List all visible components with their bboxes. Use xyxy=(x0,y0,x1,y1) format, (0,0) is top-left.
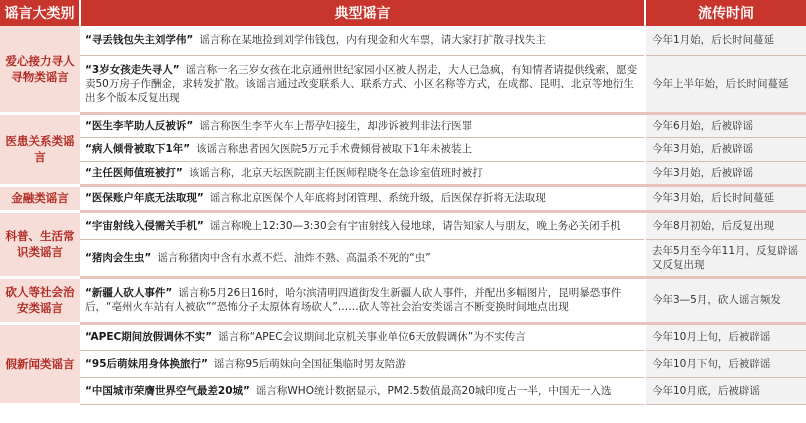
rumor-title: “寻丢钱包失主刘学伟” xyxy=(85,34,194,47)
rumor-cell xyxy=(80,377,645,404)
rumor-desc: 该谣言称，北京天坛医院副主任医师程晓冬在急诊室值班时被打 xyxy=(188,166,483,179)
rumor-title: “3岁女孩走失寻人” xyxy=(85,63,180,76)
header-time: 流传时间 xyxy=(645,0,806,26)
time-cell: 今年10月底，后被辟谣 xyxy=(645,377,806,404)
table-row xyxy=(0,137,806,161)
table-row xyxy=(0,185,806,211)
table-row xyxy=(0,239,806,277)
category-cell: 金融类谣言 xyxy=(0,185,80,211)
table-row xyxy=(0,26,806,55)
rumor-desc: 谣言称95后萌妹向全国征集临时男友陪游 xyxy=(213,357,406,370)
rumor-title: “主任医师值班被打” xyxy=(85,166,183,179)
time-cell: 今年上半年始，后长时间蔓延 xyxy=(645,55,806,113)
rumor-cell xyxy=(80,113,645,137)
table-row xyxy=(0,377,806,404)
table-row xyxy=(0,277,806,323)
rumor-desc: 谣言称猪肉中含有水煮不烂、油炸不熟、高温杀不死的“虫” xyxy=(157,251,431,264)
category-cell: 假新闻类谣言 xyxy=(0,323,80,404)
table-row xyxy=(0,113,806,137)
time-cell: 今年8月初始，后反复出现 xyxy=(645,211,806,239)
rumor-desc: 谣言称一名三岁女孩在北京通州世纪家园小区被人拐走，大人已急疯，有知情者请提供线索，愿变卖50万房子作酬金，求转发扩散。该谣言通过改变联系人、联系方式、小区名称等方式，在成都、昆明、北京等地衍生出多个版本反复出现 xyxy=(85,63,638,104)
rumor-desc: 该谣言称患者因欠医院5万元手术费倾骨被取下1年未被装上 xyxy=(196,143,472,155)
time-cell: 今年6月始，后被辟谣 xyxy=(645,113,806,137)
table-row xyxy=(0,350,806,377)
time-cell: 今年3月始，后长时间蔓延 xyxy=(645,185,806,211)
rumor-desc: 谣言称WHO统计数据显示，PM2.5数值最高20城印度占一半，中国无一入选 xyxy=(255,384,612,397)
table-row xyxy=(0,211,806,239)
rumor-cell xyxy=(80,239,645,277)
rumor-cell xyxy=(80,161,645,185)
table-row xyxy=(0,55,806,113)
rumor-title: “宇宙射线入侵需关手机” xyxy=(85,219,204,232)
category-cell: 医患关系类谣言 xyxy=(0,113,80,185)
table-row xyxy=(0,161,806,185)
time-cell: 去年5月至今年11月，反复辟谣又反复出现 xyxy=(645,239,806,277)
category-cell: 科普、生活常识类谣言 xyxy=(0,211,80,277)
rumor-desc: 谣言称晚上12:30—3:30会有宇宙射线入侵地球，请告知家人与朋友，晚上务必关闭手机 xyxy=(209,219,621,232)
rumor-title: “新疆人砍人事件” xyxy=(85,287,173,299)
rumor-title: “APEC期间放假调休不实” xyxy=(85,331,213,343)
category-cell: 砍人等社会治安类谣言 xyxy=(0,277,80,323)
rumor-cell xyxy=(80,350,645,377)
time-cell: 今年10月下旬，后被辟谣 xyxy=(645,350,806,377)
rumor-cell xyxy=(80,277,645,323)
rumor-cell xyxy=(80,26,645,55)
rumor-title: “中国城市荣膺世界空气最差20城” xyxy=(85,384,250,397)
rumor-desc: 谣言称5月26日16时，哈尔滨清明四道街发生新疆人砍人事件，并配出多幅图片，昆明暴恐事件后，“亳州火车站有人被砍”“恐怖分子太原体育场砍人”……砍人等社会治安类谣言不断变换时间地点出现 xyxy=(85,287,622,313)
rumor-title: “医生李芊助人反被诉” xyxy=(85,119,194,132)
rumor-desc: 谣言称北京医保个人年底将封闭管理、系统升级，后医保存折将无法取现 xyxy=(209,192,546,204)
rumor-desc: 谣言称在某地捡到刘学伟钱包，内有现金和火车票，请大家打扩散寻找失主 xyxy=(199,34,546,47)
table-header-row xyxy=(0,0,806,26)
rumor-title: “医保账户年底无法取现” xyxy=(85,192,204,204)
rumor-title: “95后萌妹用身体换旅行” xyxy=(85,357,208,370)
time-cell: 今年3—5月，砍人谣言频发 xyxy=(645,277,806,323)
header-rumor: 典型谣言 xyxy=(80,0,645,26)
rumor-cell xyxy=(80,323,645,350)
time-cell: 今年1月始，后长时间蔓延 xyxy=(645,26,806,55)
time-cell: 今年3月始，后被辟谣 xyxy=(645,137,806,161)
rumor-cell xyxy=(80,137,645,161)
rumor-title: “病人倾骨被取下1年” xyxy=(85,143,191,155)
time-cell: 今年10月上旬，后被辟谣 xyxy=(645,323,806,350)
header-category: 谣言大类别 xyxy=(0,0,80,26)
rumor-cell xyxy=(80,211,645,239)
rumor-desc: 谣言称“APEC会议期间北京机关事业单位6天放假调休”为不实传言 xyxy=(218,331,526,343)
category-cell: 爱心接力寻人寻物类谣言 xyxy=(0,26,80,113)
rumor-desc: 谣言称医生李芊火车上帮孕妇接生，却涉诉被判非法行医罪 xyxy=(199,119,473,132)
rumor-cell xyxy=(80,55,645,113)
rumor-cell xyxy=(80,185,645,211)
time-cell: 今年3月始，后被辟谣 xyxy=(645,161,806,185)
rumor-title: “猪肉会生虫” xyxy=(85,251,152,264)
table-row xyxy=(0,323,806,350)
